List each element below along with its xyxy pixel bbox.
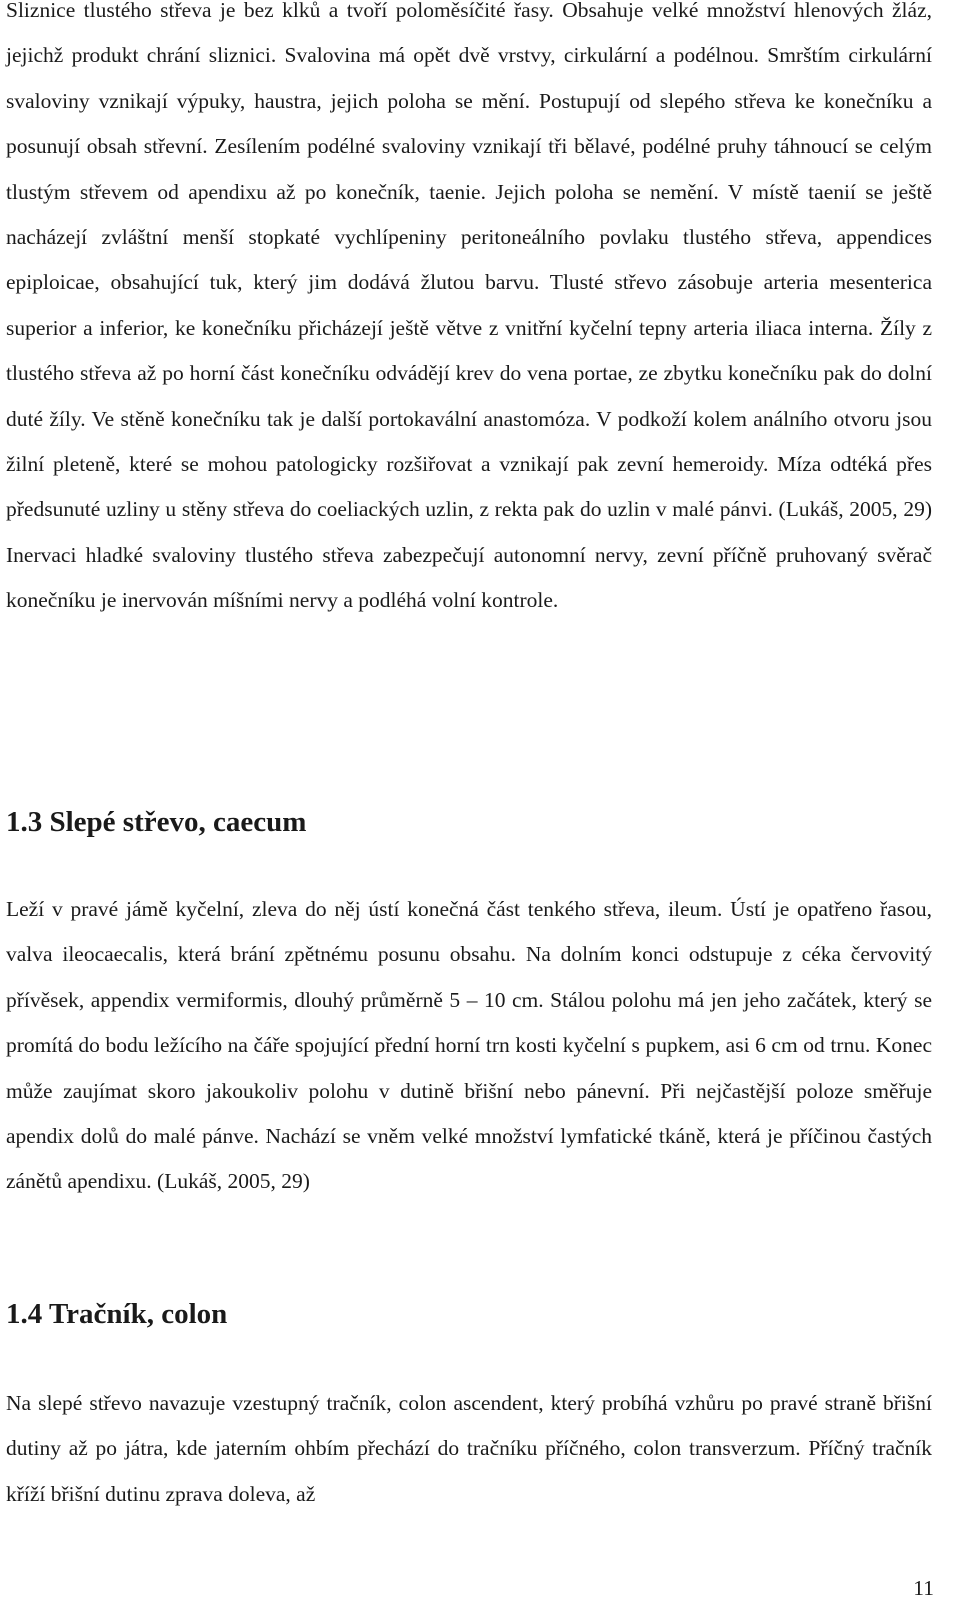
section-heading-colon: 1.4 Tračník, colon [6,1298,228,1330]
section-heading-caecum: 1.3 Slepé střevo, caecum [6,806,307,838]
paragraph-caecum: Leží v pravé jámě kyčelní, zleva do něj ústí konečná část tenkého střeva, ileum. Ústí je opatřeno řasou, valva ileocaecalis, která brání zpětnému posunu obsahu. Na dolním konci odstupuje z céka červovitý přívěsek, appendix vermiformis, dlouhý průměrně 5 – 10 cm. Stálou polohu má jen jeho začátek, který se promítá do bodu ležícího na čáře spojující přední horní trn kosti kyčelní s pupkem, asi 6 cm od trnu. Konec může zaujímat skoro jakoukoliv polohu v dutině břišní nebo pánevní. Při nejčastější poloze směřuje apendix dolů do malé pánve. Nachází se vněm velké množství lymfatické tkáně, která je příčinou častých zánětů apendixu. (Lukáš, 2005, 29) [6,897,932,1194]
paragraph-colon: Na slepé střevo navazuje vzestupný tračník, colon ascendent, který probíhá vzhůru po pravé straně břišní dutiny až po játra, kde jaterním ohbím přechází do tračníku příčného, colon transverzum. Příčný tračník kříží břišní dutinu zprava doleva, až [6,1391,932,1506]
paragraph-large-intestine: Sliznice tlustého střeva je bez klků a tvoří poloměsíčité řasy. Obsahuje velké množství hlenových žláz, jejichž produkt chrání sliznici. Svalovina má opět dvě vrstvy, cirkulární a podélnou. Smrštím cirkulární svaloviny vznikají výpuky, haustra, jejich poloha se mění. Postupují od slepého střeva ke konečníku a posunují obsah střevní. Zesílením podélné svaloviny vznikají tři bělavé, podélné pruhy táhnoucí se celým tlustým střevem od apendixu až po konečník, taenie. Jejich poloha se nemění. V místě taenií se ještě nacházejí zvláštní menší stopkaté vychlípeniny peritoneálního povlaku tlustého střeva, appendices epiploicae, obsahující tuk, který jim dodává žlutou barvu. Tlusté střevo zásobuje arteria mesenterica superior a inferior, ke konečníku přicházejí ještě větve z vnitřní kyčelní tepny arteria iliaca interna. Žíly z tlustého střeva až po horní část konečníku odvádějí krev do vena portae, ze zbytku konečníku pak do dolní duté žíly. Ve stěně konečníku tak je další portokavální anastomóza. V podkoží kolem análního otvoru jsou žilní pleteně, které se mohou patologicky rozšiřovat a vznikají pak zevní hemeroidy. Míza odtéká přes předsunuté uzliny u stěny střeva do coeliackých uzlin, z rekta pak do uzlin v malé pánvi. (Lukáš, 2005, 29) Inervaci hladké svaloviny tlustého střeva zabezpečují autonomní nervy, zevní příčně pruhovaný svěrač konečníku je inervován míšními nervy a podléhá volní kontrole. [6,0,932,613]
page-number: 11 [913,1576,934,1600]
